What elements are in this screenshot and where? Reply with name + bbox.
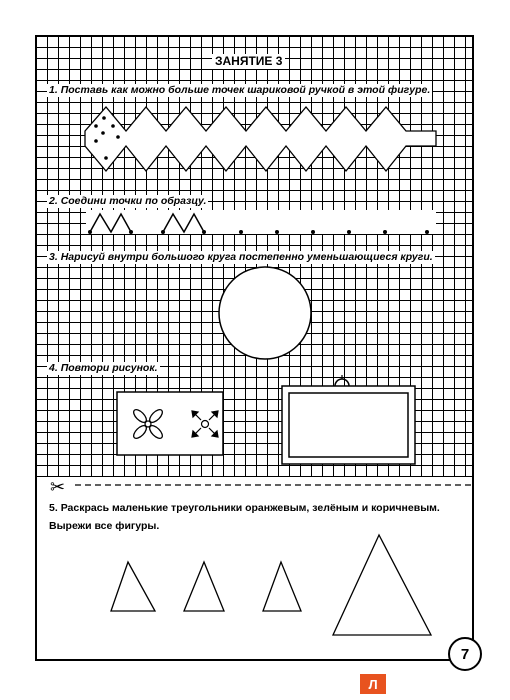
frame-hook	[335, 379, 349, 386]
frame-inner	[289, 393, 408, 457]
task-1-text: 1. Поставь как можно больше точек шариковой ручкой в этой фигуре.	[49, 84, 431, 96]
big-circle	[219, 267, 311, 359]
page-number: 7	[448, 637, 482, 671]
task-4-text: 4. Повтори рисунок.	[49, 362, 158, 374]
task-2-text: 2. Соедини точки по образцу.	[49, 195, 207, 207]
task-2-area	[86, 210, 436, 234]
triangles	[111, 535, 431, 635]
task-3-text: 3. Нарисуй внутри большого круга постепенно уменьшающиеся круги.	[49, 251, 433, 263]
page-title: ЗАНЯТИЕ 3	[212, 54, 285, 69]
big-triangle	[333, 535, 431, 635]
task-5-text: 5. Раскрась маленькие треугольники оранжевым, зелёным и коричневым.	[49, 502, 440, 514]
task-5-text-2: Вырежи все фигуры.	[49, 520, 160, 532]
publisher-logo: Л	[360, 674, 386, 694]
zigzag-figure	[85, 107, 436, 171]
small-triangle-3	[263, 562, 301, 611]
small-triangle-1	[111, 562, 155, 611]
small-triangle-2	[184, 562, 224, 611]
scissors-icon: ✂	[50, 477, 66, 497]
